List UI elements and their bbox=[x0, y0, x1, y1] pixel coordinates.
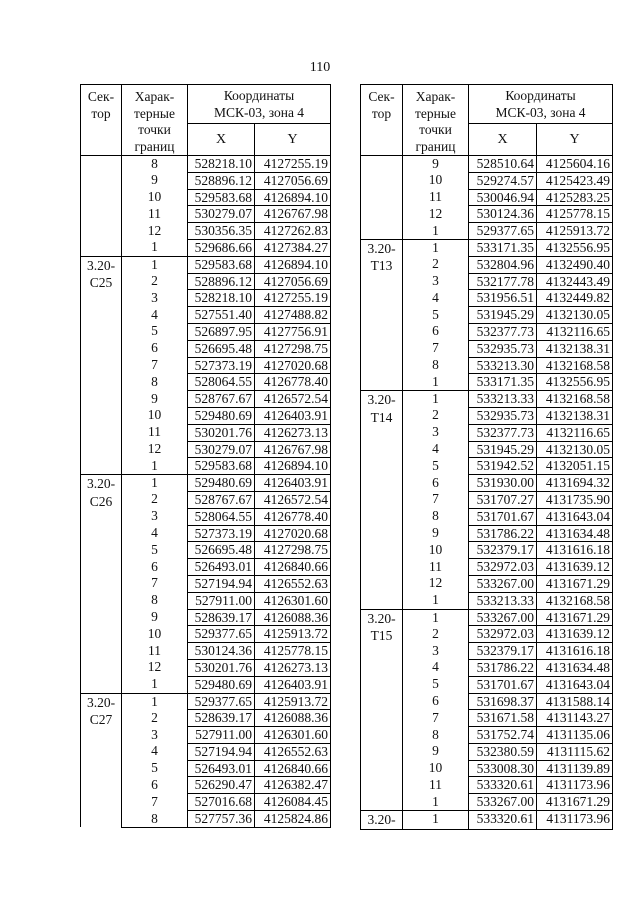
point-cell: 3 bbox=[403, 643, 469, 660]
y-cell: 4131671.29 bbox=[537, 609, 613, 626]
x-cell: 531701.67 bbox=[469, 676, 537, 693]
y-cell: 4126273.13 bbox=[255, 424, 331, 441]
point-cell: 9 bbox=[403, 156, 469, 173]
point-cell: 6 bbox=[403, 323, 469, 340]
point-cell: 3 bbox=[122, 508, 188, 525]
point-cell: 10 bbox=[122, 189, 188, 206]
point-cell: 9 bbox=[122, 172, 188, 189]
x-cell: 531752.74 bbox=[469, 727, 537, 744]
table-row bbox=[81, 475, 331, 492]
y-cell: 4126572.54 bbox=[255, 391, 331, 408]
point-cell: 1 bbox=[122, 458, 188, 475]
x-cell: 531945.29 bbox=[469, 307, 537, 324]
point-cell: 7 bbox=[403, 491, 469, 508]
point-cell: 3 bbox=[122, 290, 188, 307]
y-cell: 4126301.60 bbox=[255, 592, 331, 609]
x-cell: 529480.69 bbox=[188, 407, 255, 424]
point-cell: 4 bbox=[122, 525, 188, 542]
point-cell: 7 bbox=[122, 794, 188, 811]
y-cell: 4126552.63 bbox=[255, 743, 331, 760]
x-cell: 528896.12 bbox=[188, 172, 255, 189]
x-cell: 533320.61 bbox=[469, 811, 537, 830]
y-cell: 4132168.58 bbox=[537, 391, 613, 408]
x-cell: 528639.17 bbox=[188, 710, 255, 727]
x-cell: 528218.10 bbox=[188, 290, 255, 307]
y-cell: 4132556.95 bbox=[537, 239, 613, 256]
y-cell: 4131671.29 bbox=[537, 575, 613, 592]
point-cell: 7 bbox=[403, 710, 469, 727]
x-cell: 527911.00 bbox=[188, 727, 255, 744]
y-cell: 4125913.72 bbox=[255, 693, 331, 710]
point-cell: 12 bbox=[122, 659, 188, 676]
point-cell: 2 bbox=[403, 626, 469, 643]
y-cell: 4126778.40 bbox=[255, 508, 331, 525]
y-cell: 4126088.36 bbox=[255, 710, 331, 727]
y-cell: 4131173.96 bbox=[537, 811, 613, 830]
x-cell: 533213.33 bbox=[469, 391, 537, 408]
y-cell: 4131694.32 bbox=[537, 475, 613, 492]
point-cell: 5 bbox=[403, 458, 469, 475]
x-cell: 526695.48 bbox=[188, 542, 255, 559]
y-cell: 4125913.72 bbox=[255, 626, 331, 643]
point-cell: 1 bbox=[122, 239, 188, 256]
y-cell: 4127298.75 bbox=[255, 340, 331, 357]
y-cell: 4131643.04 bbox=[537, 508, 613, 525]
x-cell: 532804.96 bbox=[469, 256, 537, 273]
y-cell: 4132130.05 bbox=[537, 307, 613, 324]
x-cell: 530124.36 bbox=[469, 206, 537, 223]
point-cell: 1 bbox=[403, 239, 469, 256]
y-cell: 4126382.47 bbox=[255, 777, 331, 794]
table-row bbox=[81, 156, 331, 173]
x-header: X bbox=[469, 124, 537, 156]
sector-cell: 3.20- С27 bbox=[81, 693, 122, 827]
x-cell: 527757.36 bbox=[188, 811, 255, 828]
coordinates-header: Координаты МСК-03, зона 4 bbox=[469, 85, 613, 124]
y-cell: 4127298.75 bbox=[255, 542, 331, 559]
x-cell: 527194.94 bbox=[188, 743, 255, 760]
y-cell: 4132490.40 bbox=[537, 256, 613, 273]
y-cell: 4132116.65 bbox=[537, 323, 613, 340]
y-cell: 4125824.86 bbox=[255, 811, 331, 828]
point-cell: 10 bbox=[403, 172, 469, 189]
coordinates-header: Координаты МСК-03, зона 4 bbox=[188, 85, 331, 124]
coordinates-table-left bbox=[80, 84, 331, 828]
point-cell: 12 bbox=[122, 441, 188, 458]
y-cell: 4126552.63 bbox=[255, 575, 331, 592]
x-cell: 532972.03 bbox=[469, 626, 537, 643]
y-cell: 4126894.10 bbox=[255, 256, 331, 273]
point-cell: 11 bbox=[403, 777, 469, 794]
points-header: Харак- терные точки границ bbox=[122, 85, 188, 156]
y-cell: 4132556.95 bbox=[537, 374, 613, 391]
x-cell: 528767.67 bbox=[188, 491, 255, 508]
table-row bbox=[81, 693, 331, 710]
y-cell: 4126894.10 bbox=[255, 189, 331, 206]
point-cell: 11 bbox=[122, 206, 188, 223]
x-cell: 531956.51 bbox=[469, 290, 537, 307]
x-cell: 533213.33 bbox=[469, 592, 537, 609]
y-cell: 4127056.69 bbox=[255, 273, 331, 290]
point-cell: 2 bbox=[403, 407, 469, 424]
x-cell: 526493.01 bbox=[188, 559, 255, 576]
x-cell: 527194.94 bbox=[188, 575, 255, 592]
x-cell: 528510.64 bbox=[469, 156, 537, 173]
points-header: Харак- терные точки границ bbox=[403, 85, 469, 156]
x-cell: 529583.68 bbox=[188, 189, 255, 206]
point-cell: 1 bbox=[403, 811, 469, 830]
y-cell: 4131634.48 bbox=[537, 525, 613, 542]
x-cell: 533171.35 bbox=[469, 374, 537, 391]
y-cell: 4126894.10 bbox=[255, 458, 331, 475]
point-cell: 10 bbox=[122, 626, 188, 643]
y-cell: 4125604.16 bbox=[537, 156, 613, 173]
sector-header: Сек- тор bbox=[81, 85, 122, 156]
y-cell: 4127020.68 bbox=[255, 525, 331, 542]
point-cell: 1 bbox=[122, 256, 188, 273]
x-cell: 528218.10 bbox=[188, 156, 255, 173]
y-cell: 4132116.65 bbox=[537, 424, 613, 441]
y-cell: 4132449.82 bbox=[537, 290, 613, 307]
x-cell: 526493.01 bbox=[188, 760, 255, 777]
x-cell: 530279.07 bbox=[188, 441, 255, 458]
x-cell: 533267.00 bbox=[469, 575, 537, 592]
point-cell: 5 bbox=[403, 676, 469, 693]
y-cell: 4126840.66 bbox=[255, 760, 331, 777]
point-cell: 1 bbox=[403, 374, 469, 391]
y-cell: 4126273.13 bbox=[255, 659, 331, 676]
y-header: Y bbox=[537, 124, 613, 156]
sector-cell: 3.20- Т14 bbox=[361, 391, 403, 609]
sector-cell: 3.20- Т15 bbox=[361, 609, 403, 811]
y-cell: 4131639.12 bbox=[537, 626, 613, 643]
sector-cell bbox=[81, 156, 122, 257]
point-cell: 1 bbox=[122, 693, 188, 710]
point-cell: 11 bbox=[122, 424, 188, 441]
y-cell: 4127756.91 bbox=[255, 323, 331, 340]
x-cell: 529377.65 bbox=[188, 693, 255, 710]
point-cell: 3 bbox=[403, 273, 469, 290]
point-cell: 1 bbox=[403, 592, 469, 609]
x-cell: 532972.03 bbox=[469, 559, 537, 576]
point-cell: 3 bbox=[403, 424, 469, 441]
x-cell: 529377.65 bbox=[469, 223, 537, 240]
y-cell: 4132130.05 bbox=[537, 441, 613, 458]
point-cell: 2 bbox=[122, 710, 188, 727]
point-cell: 6 bbox=[403, 475, 469, 492]
point-cell: 1 bbox=[403, 223, 469, 240]
point-cell: 8 bbox=[403, 727, 469, 744]
y-cell: 4131588.14 bbox=[537, 693, 613, 710]
point-cell: 2 bbox=[403, 256, 469, 273]
point-cell: 7 bbox=[122, 575, 188, 592]
y-cell: 4131115.62 bbox=[537, 743, 613, 760]
x-cell: 529377.65 bbox=[188, 626, 255, 643]
x-cell: 533320.61 bbox=[469, 777, 537, 794]
sector-cell: 3.20- С25 bbox=[81, 256, 122, 474]
sector-cell bbox=[361, 156, 403, 240]
y-cell: 4132138.31 bbox=[537, 407, 613, 424]
x-cell: 532377.73 bbox=[469, 424, 537, 441]
x-cell: 531701.67 bbox=[469, 508, 537, 525]
y-cell: 4126403.91 bbox=[255, 475, 331, 492]
point-cell: 7 bbox=[403, 340, 469, 357]
x-cell: 531786.22 bbox=[469, 659, 537, 676]
y-header: Y bbox=[255, 124, 331, 156]
point-cell: 8 bbox=[403, 508, 469, 525]
y-cell: 4125778.15 bbox=[537, 206, 613, 223]
point-cell: 10 bbox=[122, 407, 188, 424]
x-cell: 532379.17 bbox=[469, 643, 537, 660]
sector-cell: 3.20- С26 bbox=[81, 475, 122, 693]
x-cell: 529274.57 bbox=[469, 172, 537, 189]
x-cell: 533267.00 bbox=[469, 794, 537, 811]
x-cell: 528896.12 bbox=[188, 273, 255, 290]
point-cell: 4 bbox=[403, 290, 469, 307]
point-cell: 7 bbox=[122, 357, 188, 374]
x-cell: 532935.73 bbox=[469, 340, 537, 357]
y-cell: 4127255.19 bbox=[255, 290, 331, 307]
table-row bbox=[361, 156, 613, 173]
table-row bbox=[361, 391, 613, 408]
y-cell: 4131639.12 bbox=[537, 559, 613, 576]
point-cell: 10 bbox=[403, 760, 469, 777]
y-cell: 4131616.18 bbox=[537, 643, 613, 660]
x-cell: 532380.59 bbox=[469, 743, 537, 760]
x-cell: 527551.40 bbox=[188, 307, 255, 324]
point-cell: 1 bbox=[122, 475, 188, 492]
page-number: 110 bbox=[309, 60, 331, 75]
y-cell: 4125913.72 bbox=[537, 223, 613, 240]
x-cell: 529480.69 bbox=[188, 676, 255, 693]
point-cell: 8 bbox=[122, 592, 188, 609]
x-cell: 529480.69 bbox=[188, 475, 255, 492]
y-cell: 4127262.83 bbox=[255, 223, 331, 240]
y-cell: 4131143.27 bbox=[537, 710, 613, 727]
x-cell: 530279.07 bbox=[188, 206, 255, 223]
sector-header: Сек- тор bbox=[361, 85, 403, 156]
x-cell: 531942.52 bbox=[469, 458, 537, 475]
x-cell: 530201.76 bbox=[188, 659, 255, 676]
y-cell: 4127056.69 bbox=[255, 172, 331, 189]
y-cell: 4131139.89 bbox=[537, 760, 613, 777]
x-cell: 530356.35 bbox=[188, 223, 255, 240]
x-cell: 527911.00 bbox=[188, 592, 255, 609]
point-cell: 4 bbox=[122, 743, 188, 760]
x-header: X bbox=[188, 124, 255, 156]
x-cell: 527373.19 bbox=[188, 357, 255, 374]
x-cell: 531945.29 bbox=[469, 441, 537, 458]
y-cell: 4131135.06 bbox=[537, 727, 613, 744]
y-cell: 4126778.40 bbox=[255, 374, 331, 391]
point-cell: 4 bbox=[403, 659, 469, 676]
point-cell: 11 bbox=[122, 643, 188, 660]
y-cell: 4131671.29 bbox=[537, 794, 613, 811]
y-cell: 4126084.45 bbox=[255, 794, 331, 811]
y-cell: 4131634.48 bbox=[537, 659, 613, 676]
x-cell: 531671.58 bbox=[469, 710, 537, 727]
x-cell: 526897.95 bbox=[188, 323, 255, 340]
point-cell: 5 bbox=[122, 760, 188, 777]
y-cell: 4125778.15 bbox=[255, 643, 331, 660]
x-cell: 530046.94 bbox=[469, 189, 537, 206]
x-cell: 528767.67 bbox=[188, 391, 255, 408]
y-cell: 4126572.54 bbox=[255, 491, 331, 508]
x-cell: 528639.17 bbox=[188, 609, 255, 626]
y-cell: 4126403.91 bbox=[255, 407, 331, 424]
point-cell: 12 bbox=[122, 223, 188, 240]
y-cell: 4125423.49 bbox=[537, 172, 613, 189]
x-cell: 532935.73 bbox=[469, 407, 537, 424]
point-cell: 6 bbox=[122, 777, 188, 794]
y-cell: 4126088.36 bbox=[255, 609, 331, 626]
coordinates-table-right bbox=[360, 84, 613, 830]
y-cell: 4125283.25 bbox=[537, 189, 613, 206]
point-cell: 8 bbox=[122, 374, 188, 391]
y-cell: 4126767.98 bbox=[255, 206, 331, 223]
point-cell: 12 bbox=[403, 206, 469, 223]
y-cell: 4131735.90 bbox=[537, 491, 613, 508]
point-cell: 2 bbox=[122, 273, 188, 290]
x-cell: 527016.68 bbox=[188, 794, 255, 811]
point-cell: 9 bbox=[403, 525, 469, 542]
y-cell: 4126767.98 bbox=[255, 441, 331, 458]
point-cell: 8 bbox=[403, 357, 469, 374]
sector-cell: 3.20- bbox=[361, 811, 403, 830]
x-cell: 531698.37 bbox=[469, 693, 537, 710]
x-cell: 529583.68 bbox=[188, 458, 255, 475]
y-cell: 4126840.66 bbox=[255, 559, 331, 576]
y-cell: 4131643.04 bbox=[537, 676, 613, 693]
point-cell: 8 bbox=[122, 156, 188, 173]
point-cell: 6 bbox=[403, 693, 469, 710]
x-cell: 531707.27 bbox=[469, 491, 537, 508]
point-cell: 1 bbox=[122, 676, 188, 693]
point-cell: 6 bbox=[122, 559, 188, 576]
y-cell: 4127020.68 bbox=[255, 357, 331, 374]
x-cell: 528064.55 bbox=[188, 508, 255, 525]
point-cell: 1 bbox=[403, 609, 469, 626]
point-cell: 4 bbox=[403, 441, 469, 458]
x-cell: 532177.78 bbox=[469, 273, 537, 290]
table-row bbox=[361, 609, 613, 626]
table-row bbox=[361, 239, 613, 256]
point-cell: 3 bbox=[122, 727, 188, 744]
y-cell: 4132138.31 bbox=[537, 340, 613, 357]
table-row bbox=[361, 811, 613, 830]
x-cell: 532377.73 bbox=[469, 323, 537, 340]
y-cell: 4132443.49 bbox=[537, 273, 613, 290]
sector-cell: 3.20- Т13 bbox=[361, 239, 403, 390]
x-cell: 533008.30 bbox=[469, 760, 537, 777]
point-cell: 11 bbox=[403, 189, 469, 206]
x-cell: 529583.68 bbox=[188, 256, 255, 273]
point-cell: 2 bbox=[122, 491, 188, 508]
x-cell: 533267.00 bbox=[469, 609, 537, 626]
point-cell: 5 bbox=[122, 542, 188, 559]
x-cell: 530124.36 bbox=[188, 643, 255, 660]
x-cell: 531930.00 bbox=[469, 475, 537, 492]
x-cell: 531786.22 bbox=[469, 525, 537, 542]
point-cell: 1 bbox=[403, 391, 469, 408]
table-row bbox=[81, 256, 331, 273]
y-cell: 4132168.58 bbox=[537, 357, 613, 374]
x-cell: 527373.19 bbox=[188, 525, 255, 542]
y-cell: 4127255.19 bbox=[255, 156, 331, 173]
y-cell: 4132051.15 bbox=[537, 458, 613, 475]
y-cell: 4131173.96 bbox=[537, 777, 613, 794]
x-cell: 529686.66 bbox=[188, 239, 255, 256]
y-cell: 4127488.82 bbox=[255, 307, 331, 324]
x-cell: 533171.35 bbox=[469, 239, 537, 256]
point-cell: 6 bbox=[122, 340, 188, 357]
y-cell: 4126301.60 bbox=[255, 727, 331, 744]
x-cell: 528064.55 bbox=[188, 374, 255, 391]
point-cell: 11 bbox=[403, 559, 469, 576]
point-cell: 1 bbox=[403, 794, 469, 811]
x-cell: 530201.76 bbox=[188, 424, 255, 441]
point-cell: 5 bbox=[403, 307, 469, 324]
point-cell: 8 bbox=[122, 811, 188, 828]
point-cell: 4 bbox=[122, 307, 188, 324]
x-cell: 532379.17 bbox=[469, 542, 537, 559]
point-cell: 10 bbox=[403, 542, 469, 559]
y-cell: 4126403.91 bbox=[255, 676, 331, 693]
y-cell: 4127384.27 bbox=[255, 239, 331, 256]
point-cell: 9 bbox=[122, 609, 188, 626]
y-cell: 4132168.58 bbox=[537, 592, 613, 609]
point-cell: 12 bbox=[403, 575, 469, 592]
x-cell: 533213.30 bbox=[469, 357, 537, 374]
point-cell: 9 bbox=[403, 743, 469, 760]
point-cell: 9 bbox=[122, 391, 188, 408]
y-cell: 4131616.18 bbox=[537, 542, 613, 559]
point-cell: 5 bbox=[122, 323, 188, 340]
x-cell: 526695.48 bbox=[188, 340, 255, 357]
x-cell: 526290.47 bbox=[188, 777, 255, 794]
